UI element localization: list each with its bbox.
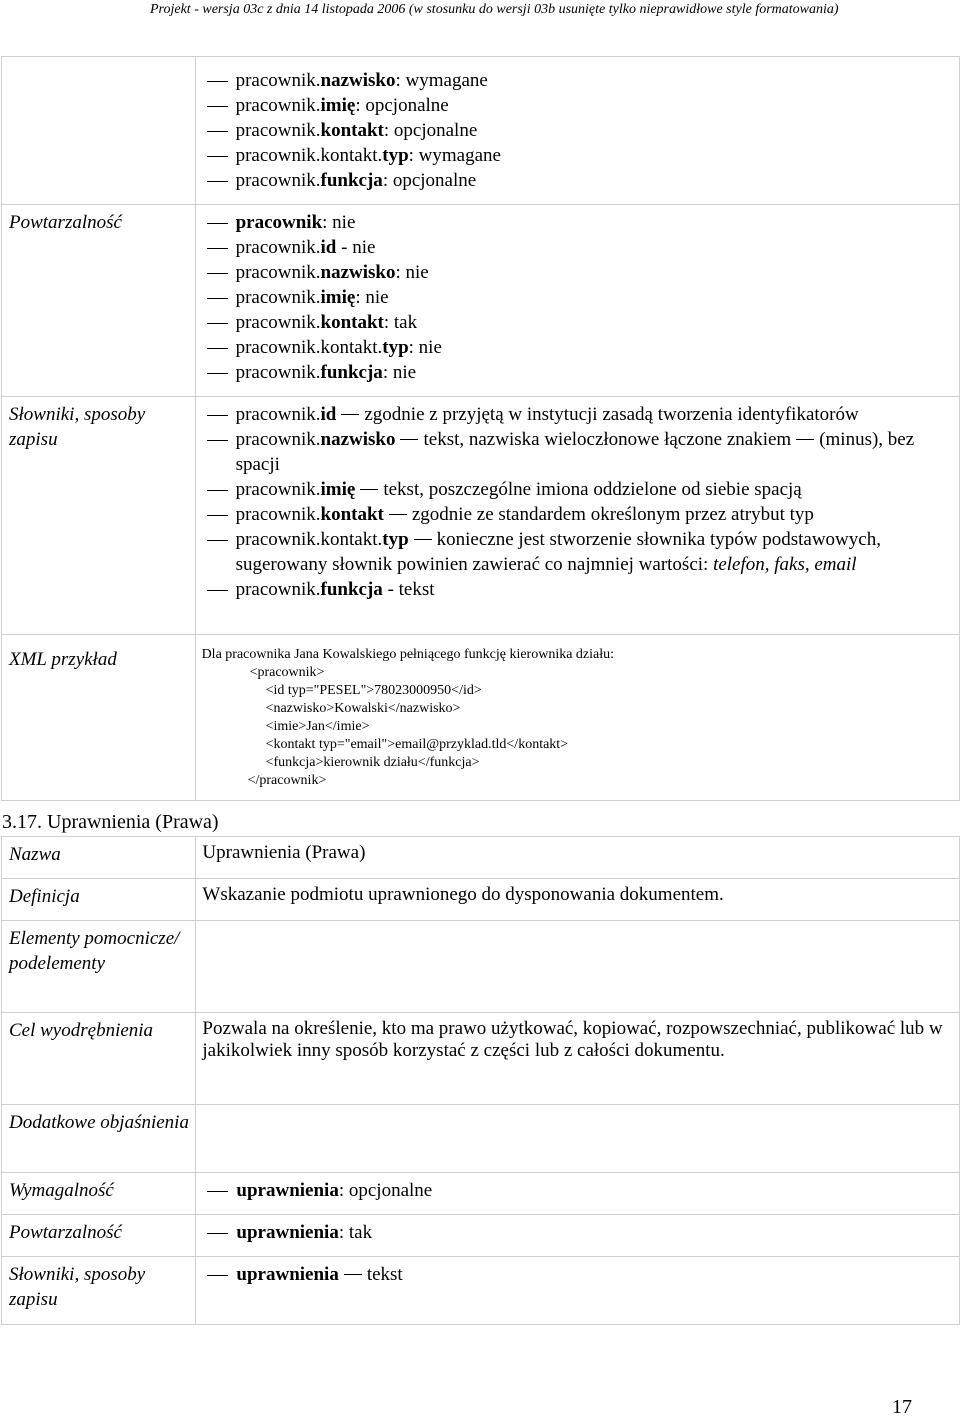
list-item: pracownik.imię: nie	[202, 285, 953, 310]
list-item: pracownik.nazwisko: nie	[202, 260, 953, 285]
label-definicja: Definicja	[2, 879, 196, 921]
label-wymagalnosc: Wymagalność	[2, 1173, 196, 1215]
slowniki-values	[195, 397, 959, 635]
section-title: 3.17. Uprawnienia (Prawa)	[2, 811, 219, 833]
label-powtarzalnosc: Powtarzalność	[2, 205, 196, 397]
table-pracownik-continued	[1, 56, 960, 801]
list-item: uprawnienia: tak	[202, 1220, 953, 1245]
list-item: uprawnienia tekst	[202, 1262, 953, 1287]
list-item: pracownik.funkcja - tekst	[202, 577, 953, 602]
page-number: 17	[892, 1396, 912, 1418]
value-cel-wyodrebnienia: Pozwala na określenie, kto ma prawo użytkować, kopiować, rozpowszechniać, publikować lub w jakikolwiek inny sposób korzystać z części lub z całości dokumentu.	[196, 1013, 960, 1105]
label-powtarzalnosc-2: Powtarzalność	[2, 1215, 196, 1257]
table-uprawnienia	[1, 836, 960, 1325]
wymagalnosc-values	[195, 57, 959, 205]
value-powtarzalnosc-2	[196, 1215, 960, 1257]
list-item: uprawnienia: opcjonalne	[202, 1178, 953, 1203]
list-item: pracownik.id zgodnie z przyjętą w instytucji zasadą tworzenia identyfikatorów	[202, 402, 953, 427]
xml-line: <pracownik>	[249, 665, 325, 680]
label-dodatkowe-objasnienia: Dodatkowe objaśnienia	[2, 1105, 196, 1173]
xml-intro: Dla pracownika Jana Kowalskiego pełniącego funkcję kierownika działu:	[201, 647, 615, 662]
list-item: pracownik.kontakt: opcjonalne	[202, 118, 953, 143]
powtarzalnosc-values	[195, 205, 959, 397]
page-header: Projekt - wersja 03c z dnia 14 listopada 2006 (w stosunku do wersji 03b usunięte tylko nieprawidłowe style formatowania)	[150, 2, 839, 17]
list-item: pracownik.kontakt.typ: wymagane	[202, 143, 953, 168]
value-dodatkowe-objasnienia	[196, 1105, 960, 1173]
value-slowniki-2	[196, 1257, 960, 1325]
list-item: pracownik.imię tekst, poszczególne imiona oddzielone od siebie spacją	[202, 477, 953, 502]
wymagalnosc-list	[202, 68, 953, 193]
value-nazwa: Uprawnienia (Prawa)	[196, 837, 960, 879]
label-nazwa: Nazwa	[2, 837, 196, 879]
label-cel-wyodrebnienia: Cel wyodrębnienia	[2, 1013, 196, 1105]
list-item: pracownik.nazwisko tekst, nazwiska wieloczłonowe łączone znakiem (minus), bez spacji	[202, 427, 953, 477]
label-slowniki: Słowniki, sposoby zapisu	[2, 397, 196, 635]
xml-line: <nazwisko>Kowalski</nazwisko>	[265, 701, 461, 716]
xml-line: <id typ="PESEL">78023000950</id>	[265, 683, 482, 698]
list-item: pracownik.kontakt: tak	[202, 310, 953, 335]
value-elementy-pomocnicze	[196, 921, 960, 1013]
value-definicja: Wskazanie podmiotu uprawnionego do dysponowania dokumentem.	[196, 879, 960, 921]
xml-line: </pracownik>	[247, 773, 327, 788]
powtarzalnosc-list	[202, 210, 953, 385]
label-wymagalnosc-empty	[2, 57, 196, 205]
list-item: pracownik.kontakt.typ: nie	[202, 335, 953, 360]
list-item: pracownik.kontakt zgodnie ze standardem określonym przez atrybut typ	[202, 502, 953, 527]
xml-line: <imie>Jan</imie>	[265, 719, 370, 734]
list-item: pracownik.funkcja: opcjonalne	[202, 168, 953, 193]
list-item: pracownik.nazwisko: wymagane	[202, 68, 953, 93]
list-item: pracownik: nie	[202, 210, 953, 235]
list-item: pracownik.imię: opcjonalne	[202, 93, 953, 118]
xml-line: <funkcja>kierownik działu</funkcja>	[265, 755, 480, 770]
value-wymagalnosc	[196, 1173, 960, 1215]
label-xml-przyklad: XML przykład	[2, 635, 196, 801]
label-elementy-pomocnicze: Elementy pomocnicze/ podelementy	[2, 921, 196, 1013]
label-slowniki-2: Słowniki, sposoby zapisu	[2, 1257, 196, 1325]
list-item: pracownik.funkcja: nie	[202, 360, 953, 385]
list-item: pracownik.kontakt.typ konieczne jest stworzenie słownika typów podstawowych, sugerowany słownik powinien zawierać co najmniej wartości: telefon, faks, email	[202, 527, 953, 577]
list-item: pracownik.id - nie	[202, 235, 953, 260]
xml-example	[195, 635, 959, 801]
slowniki-list	[202, 402, 953, 602]
xml-line: <kontakt typ="email">email@przyklad.tld</kontakt>	[265, 737, 569, 752]
